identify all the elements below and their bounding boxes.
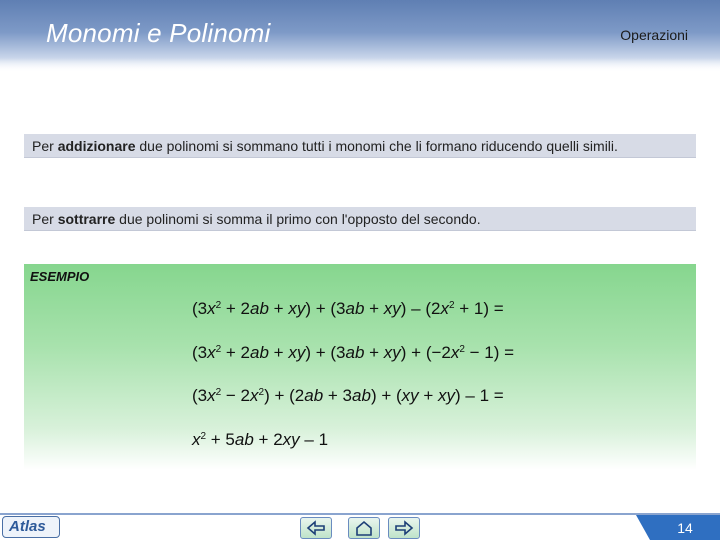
example-panel xyxy=(24,264,696,470)
rule-prefix: Per xyxy=(32,211,58,227)
arrow-right-icon xyxy=(389,518,419,538)
subtraction-rule xyxy=(24,207,696,231)
section-label: Operazioni xyxy=(620,27,688,43)
home-button[interactable] xyxy=(348,517,380,539)
home-icon xyxy=(349,518,379,538)
prev-button[interactable] xyxy=(300,517,332,539)
rule-prefix: Per xyxy=(32,138,58,154)
addition-rule xyxy=(24,134,696,158)
page-number: 14 xyxy=(650,515,720,540)
example-label: ESEMPIO xyxy=(30,269,90,284)
rule-keyword-sub: sottrarre xyxy=(57,211,116,227)
rule-text: due polinomi si sommano tutti i monomi che li formano riducendo quelli simili. xyxy=(135,138,618,154)
equation-line-1: $(3x^2 + 2ab + xy) + (3ab + xy) - (2x^2 + 1)$ = xyxy=(192,299,504,318)
rule-text: due polinomi si somma il primo con l'opposto del secondo. xyxy=(115,211,481,227)
footer-divider xyxy=(0,513,720,515)
arrow-left-icon xyxy=(301,518,331,538)
logo-text: Atlas xyxy=(9,518,46,535)
equation-line-4: $x^2 + 5ab + 2xy - 1$ xyxy=(192,430,329,449)
rule-keyword-add: addizionare xyxy=(57,138,136,154)
page-title: Monomi e Polinomi xyxy=(46,18,271,48)
equation-line-3: $(3x^2 - 2x^2) + (2ab + 3ab) + (xy + xy) - 1$ = xyxy=(192,386,504,405)
atlas-logo xyxy=(2,516,60,538)
equation-line-2: $(3x^2 + 2ab + xy) + (3ab + xy) + (-2x^2 - 1)$ = xyxy=(192,343,515,362)
next-button[interactable] xyxy=(388,517,420,539)
